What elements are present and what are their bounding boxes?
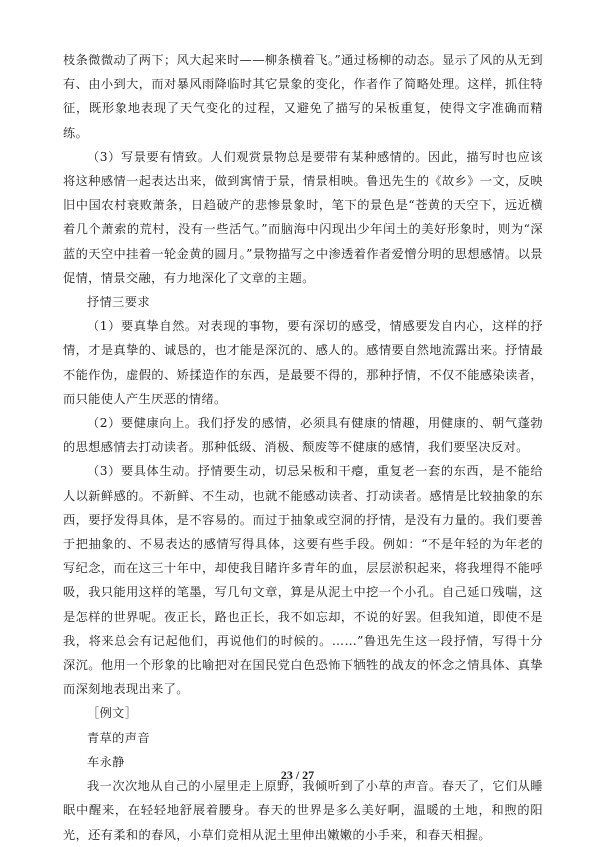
document-body <box>63 48 543 847</box>
example-author: 车永静 <box>87 754 125 769</box>
example-title: 青草的声音 <box>87 730 150 745</box>
paragraph-concrete-vivid: （3）要具体生动。抒情要生动，切忌呆板和干瘪，重复老一套的东西，是不能给人以新鲜感的。不新鲜、不生动，也就不能感动读者、打动读者。感情是比较抽象的东西，要抒发得具体，是不容易的。而过于抽象或空洞的抒情，是没有力量的。我们要善于把抽象的、不易表达的感情写得具体，这要有些手段。例如：“不是年轻的为年老的写纪念，而在这三十年中，却使我目睹许多青年的血，层层淤积起来，将我埋得不能呼吸，我只能用这样的笔墨，写几句文章，算是从泥土中挖一个小孔。自己延口残喘，这是怎样的世界呢。夜正长，路也正长，我不如忘却，不说的好罢。但我知道，即使不是我，将来总会有记起他们，再说他们的时候的。……”鲁迅先生这一段抒情，写得十分深沉。他用一个形象的比喻把对在国民党白色恐怖下牺牲的战友的怀念之情具体、真挚而深刻地表现出来了。 <box>63 464 543 697</box>
paragraph-sincere-natural: （1）要真挚自然。对表现的事物，要有深切的感受，情感要发自内心，这样的抒情，才是真挚的、诚恳的，也才能是深沉的、感人的。感情要自然地流露出来。抒情最不能作伪，虚假的、矫揉造作的东西，是最要不得的，那种抒情，不仅不能感染读者，而只能使人产生厌恶的情绪。 <box>63 319 543 406</box>
section-heading-lyric-requirements: 抒情三要求 <box>87 295 150 310</box>
paragraph-example-body: 我一次次地从自己的小屋里走上原野，我倾听到了小草的声音。春天了，它们从睡眠中醒来，在轻轻地舒展着腰身。春天的世界是多么美好啊，温暖的土地，和煦的阳光，还有柔和的春风，小草们竞相从泥土里伸出嫩嫩的小手来，和春天相握。 <box>63 779 543 842</box>
paragraph-healthy-upward: （2）要健康向上。我们抒发的感情，必须具有健康的情趣，用健康的、朝气蓬勃的思想感情去打动读者。那种低级、消极、颓废等不健康的感情，我们要坚决反对。 <box>63 416 543 455</box>
paragraph-scenery-emotion: （3）写景要有情致。人们观赏景物总是要带有某种感情的。因此，描写时也应该将这种感情一起表达出来，做到寓情于景，情景相映。鲁迅先生的《故乡》一文，反映旧中国农村衰败萧条，日趋破产的悲惨景象时，笔下的景色是“苍黄的天空下，远近横着几个萧索的荒村，没有一些活气。”而脑海中闪现出少年闰土的美好形象时，则为“深蓝的天空中挂着一轮金黄的圆月。”景物描写之中渗透着作者爱憎分明的思想感情。以景促情，情景交融，有力地深化了文章的主题。 <box>63 149 543 285</box>
paragraph-wind-description: 枝条微微动了两下；风大起来时——柳条横着飞。”通过杨柳的动态。显示了风的从无到有、由小到大，而对暴风雨降临时其它景象的变化，作者作了简略处理。这样，抓住特征，既形象地表现了天气变化的过程，又避免了描写的呆板重复，使得文字准确而精练。 <box>63 53 543 140</box>
page-number: 23 / 27 <box>280 768 315 782</box>
example-label: ［例文］ <box>87 706 138 721</box>
